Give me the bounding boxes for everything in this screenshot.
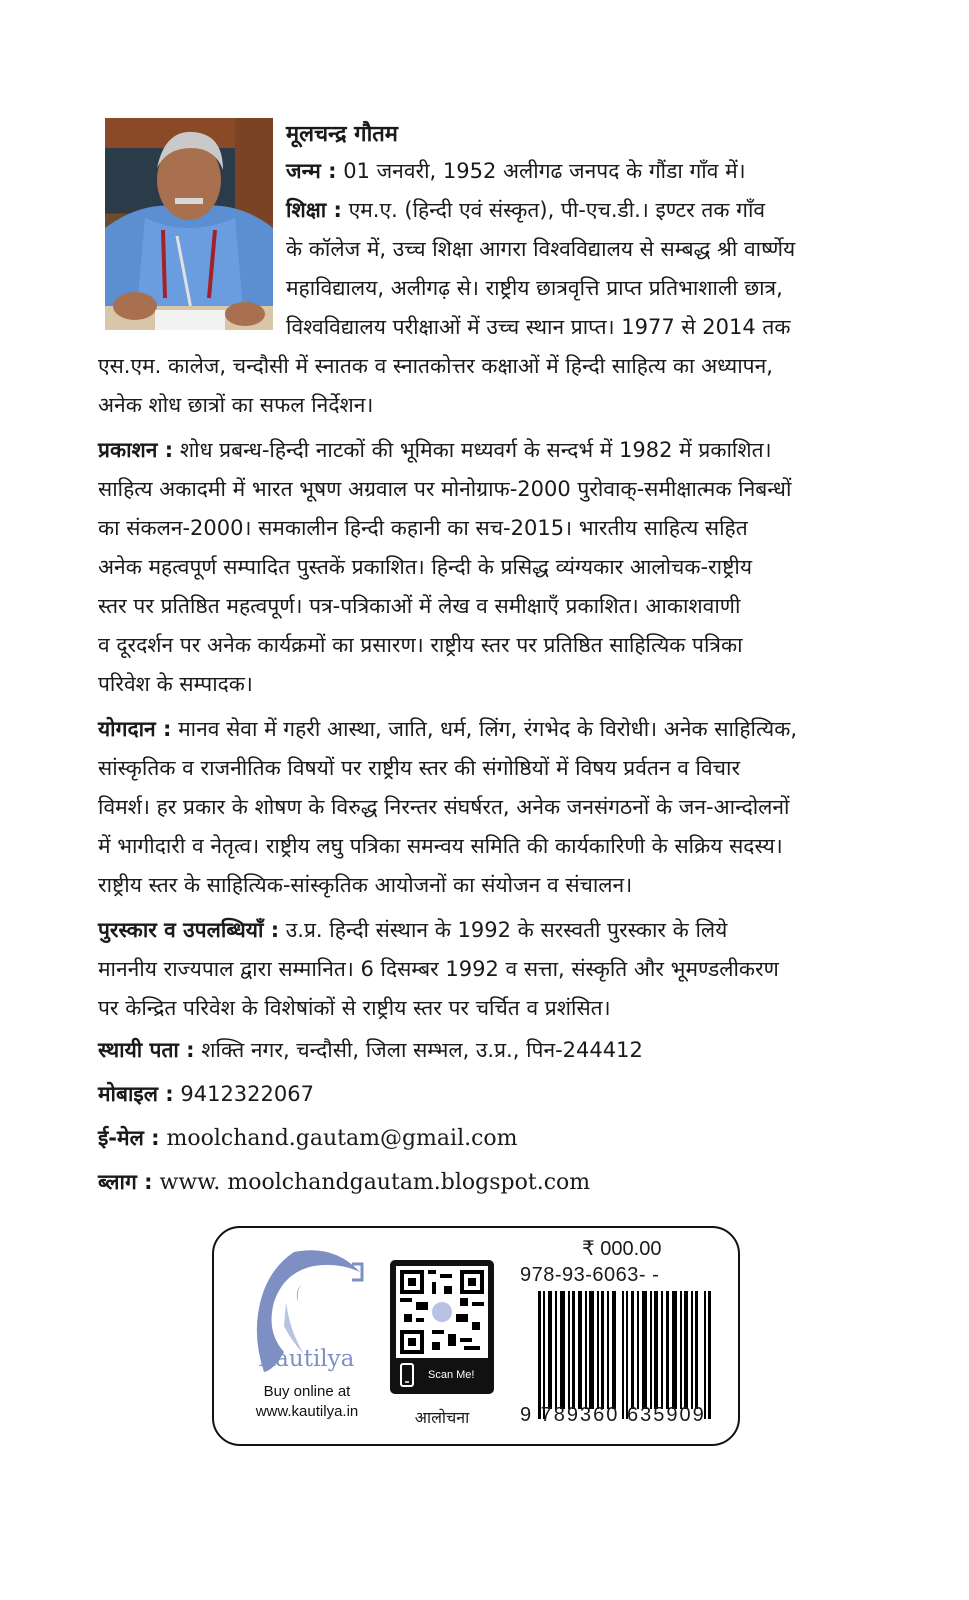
- isbn-bottom: 9 789360 635909: [520, 1404, 706, 1426]
- author-name: मूलचन्द्र गौतम: [286, 122, 398, 147]
- mobile-value: 9412322067: [173, 1082, 314, 1106]
- price: ₹ 000.00: [582, 1238, 662, 1260]
- birth-label: जन्म :: [286, 159, 337, 183]
- education-line-6: अनेक शोध छात्रों का सफल निर्देशन।: [98, 393, 374, 417]
- birth-line: [286, 152, 858, 191]
- publications-line-2: साहित्य अकादमी में भारत भूषण अग्रवाल पर मोनोग्राफ-2000 पुरोवाक्-समीक्षात्मक निबन्धों: [98, 477, 792, 501]
- address-value: शक्ति नगर, चन्दौसी, जिला सम्भल, उ.प्र., पिन-244412: [194, 1038, 643, 1062]
- mobile-label: मोबाइल :: [98, 1082, 174, 1106]
- publications-label: प्रकाशन :: [98, 438, 174, 462]
- phone-icon: [398, 1363, 416, 1387]
- buy-online-label: Buy online at: [263, 1383, 351, 1400]
- author-bio: [98, 118, 858, 1028]
- birth-text: 01 जनवरी, 1952 अलीगढ जनपद के गौंडा गाँव में।: [336, 159, 746, 183]
- publications-line-4: अनेक महत्वपूर्ण सम्पादित पुस्तकें प्रकाशित। हिन्दी के प्रसिद्ध व्यंग्यकार आलोचक-राष्ट्रीय: [98, 555, 752, 579]
- education-line-4: विश्वविद्यालय परीक्षाओं में उच्च स्थान प्राप्त। 1977 से 2014 तक: [286, 315, 791, 339]
- education-label: शिक्षा :: [286, 198, 342, 222]
- address-line: [98, 1036, 858, 1064]
- publications-line-7: परिवेश के सम्पादक।: [98, 672, 253, 696]
- blog-value[interactable]: www. moolchandgautam.blogspot.com: [152, 1170, 591, 1195]
- address-label: स्थायी पता :: [98, 1038, 195, 1062]
- blog-label: ब्लाग :: [98, 1170, 153, 1194]
- logo-name: Kautilya: [258, 1346, 355, 1372]
- education-line-3: महाविद्यालय, अलीगढ़ से। राष्ट्रीय छात्रवृत्ति प्राप्त प्रतिभाशाली छात्र,: [286, 276, 783, 300]
- blog-line: [98, 1168, 858, 1196]
- contribution-line-5: राष्ट्रीय स्तर के साहित्यिक-सांस्कृतिक आयोजनों का संयोजन व संचालन।: [98, 873, 633, 897]
- contribution-line-4: में भागीदारी व नेतृत्व। राष्ट्रीय लघु पत्रिका समन्वय समिति की कार्यकारिणी के सक्रिय सदस्य।: [98, 834, 783, 858]
- publications-line-1: प्रकाशन : शोध प्रबन्ध-हिन्दी नाटकों की भूमिका मध्यवर्ग के सन्दर्भ में 1982 में प्रकाशित।: [98, 438, 772, 462]
- education-line-2: के कॉलेज में, उच्च शिक्षा आगरा विश्वविद्यालय से सम्बद्ध श्री वार्ष्णेय: [286, 237, 796, 261]
- email-value[interactable]: moolchand.gautam@gmail.com: [159, 1126, 518, 1151]
- awards-label: पुरस्कार व उपलब्धियाँ :: [98, 918, 280, 942]
- publications-line-3: का संकलन-2000। समकालीन हिन्दी कहानी का सच-2015। भारतीय साहित्य सहित: [98, 516, 748, 540]
- contribution-line-3: विमर्श। हर प्रकार के शोषण के विरुद्ध निरन्तर संघर्षरत, अनेक जनसंगठनों के जन-आन्दोलनों: [98, 795, 790, 819]
- mobile-line: [98, 1080, 858, 1108]
- contribution-line-2: सांस्कृतिक व राजनीतिक विषयों पर राष्ट्रीय स्तर की संगोष्ठियों में विषय प्रर्वतन व विचार: [98, 756, 741, 780]
- isbn-top: 978-93-6063- -: [520, 1264, 660, 1286]
- awards-line-3: पर केन्द्रित परिवेश के विशेषांकों से राष्ट्रीय स्तर पर चर्चित व प्रशंसित।: [98, 996, 611, 1020]
- publications-line-5: स्तर पर प्रतिष्ठित महत्वपूर्ण। पत्र-पत्रिकाओं में लेख व समीक्षाएँ प्रकाशित। आकाशवाणी: [98, 594, 741, 618]
- category-label: आलोचना: [414, 1408, 470, 1427]
- education-line-5: एस.एम. कालेज, चन्दौसी में स्नातक व स्नातकोत्तर कक्षाओं में हिन्दी साहित्य का अध्यापन,: [98, 354, 773, 378]
- scan-me-label: Scan Me!: [428, 1369, 475, 1381]
- qr-code[interactable]: [390, 1260, 494, 1394]
- email-line: [98, 1124, 858, 1152]
- buy-online: [232, 1382, 382, 1422]
- awards-line-2: माननीय राज्यपाल द्वारा सम्मानित। 6 दिसम्बर 1992 व सत्ता, संस्कृति और भूमण्डलीकरण: [98, 957, 779, 981]
- publisher-box: [212, 1226, 740, 1446]
- barcode-icon: [538, 1291, 718, 1421]
- email-label: ई-मेल :: [98, 1126, 160, 1150]
- qr-pattern: [396, 1266, 488, 1358]
- publications-line-6: व दूरदर्शन पर अनेक कार्यक्रमों का प्रसारण। राष्ट्रीय स्तर पर प्रतिष्ठित साहित्यिक पत्रिका: [98, 633, 743, 657]
- awards-line-1: पुरस्कार व उपलब्धियाँ : उ.प्र. हिन्दी संस्थान के 1992 के सरस्वती पुरस्कार के लिये: [98, 918, 728, 942]
- contribution-label: योगदान :: [98, 717, 172, 741]
- publisher-url[interactable]: www.kautilya.in: [255, 1403, 359, 1420]
- education-line-1: शिक्षा : एम.ए. (हिन्दी एवं संस्कृत), पी-एच.डी.। इण्टर तक गाँव: [286, 198, 766, 222]
- contribution-line-1: योगदान : मानव सेवा में गहरी आस्था, जाति, धर्म, लिंग, रंगभेद के विरोधी। अनेक साहित्यिक,: [98, 717, 798, 741]
